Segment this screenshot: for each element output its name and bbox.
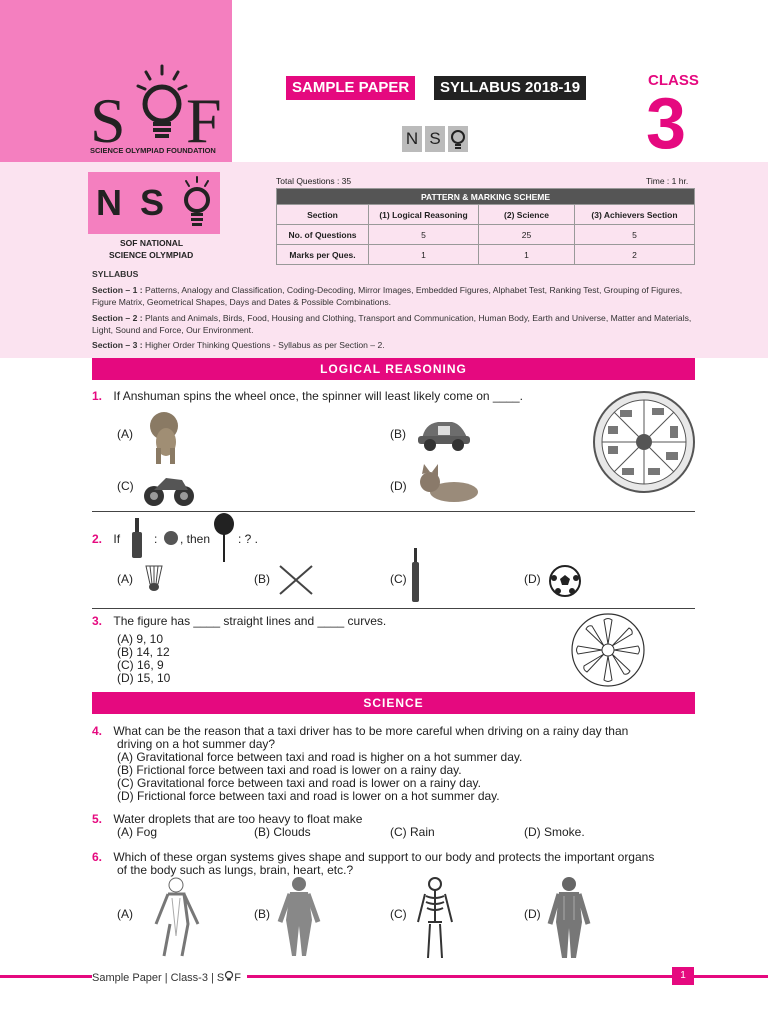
toy-car-icon xyxy=(416,412,472,452)
option-a: (A) xyxy=(117,427,133,441)
syllabus-label: Section – 1 : xyxy=(92,285,143,295)
table-cell: 5 xyxy=(369,225,479,245)
skeleton-icon xyxy=(412,876,458,960)
lion-icon xyxy=(142,408,188,464)
syllabus-section-3 xyxy=(92,339,695,351)
table-cell: 5 xyxy=(575,225,695,245)
q2-then: , then xyxy=(180,532,211,546)
option-c: (C) xyxy=(390,907,407,921)
sample-paper-title: SAMPLE PAPER xyxy=(286,76,415,100)
syllabus-label: Section – 3 : xyxy=(92,340,143,350)
nso-logo-letter-s: S xyxy=(140,182,165,223)
question-text: The figure has ____ straight lines and ____ curves. xyxy=(113,614,387,628)
crossed-sticks-icon xyxy=(278,564,314,596)
option-a: (A) Gravitational force between taxi and road is higher on a hot summer day. xyxy=(117,750,523,764)
table-header: (1) Logical Reasoning xyxy=(369,205,479,225)
question-number: 1. xyxy=(92,389,103,403)
question-text: What can be the reason that a taxi driver has to be more careful when driving on a rainy day than xyxy=(113,724,629,738)
question-number: 6. xyxy=(92,850,103,864)
page-number: 1 xyxy=(672,967,694,985)
footer-label-end: F xyxy=(234,972,242,984)
marking-scheme-table xyxy=(276,188,695,265)
muscular-body-icon xyxy=(276,876,322,958)
bulb-icon xyxy=(136,64,188,152)
footer-label: Sample Paper | Class-3 | S xyxy=(92,972,225,984)
table-header: (3) Achievers Section xyxy=(575,205,695,225)
syllabus-title: SYLLABUS 2018-19 xyxy=(434,76,586,100)
question-number: 4. xyxy=(92,724,103,738)
table-cell: 25 xyxy=(479,225,575,245)
nso-logo-letter-n: N xyxy=(96,182,122,223)
time-limit: Time : 1 hr. xyxy=(646,176,689,186)
question-number: 5. xyxy=(92,812,103,826)
q2-end: : ? . xyxy=(238,532,259,546)
total-questions: Total Questions : 35 xyxy=(276,176,352,186)
option-d: (D) Smoke. xyxy=(524,825,585,839)
option-d: (D) 15, 10 xyxy=(117,671,171,685)
syllabus-section-2 xyxy=(92,312,695,336)
sof-logo-letter-s: S xyxy=(90,85,126,156)
option-c: (C) xyxy=(390,572,407,586)
divider xyxy=(92,511,695,512)
syllabus-text: Higher Order Thinking Questions - Syllabus as per Section – 2. xyxy=(145,340,385,350)
class-label: CLASS xyxy=(648,72,699,89)
bulb-icon xyxy=(448,126,468,152)
table-title: PATTERN & MARKING SCHEME xyxy=(277,189,695,205)
option-a: (A) 9, 10 xyxy=(117,632,164,646)
sof-logo-letter-f: F xyxy=(186,85,222,156)
shuttlecock-icon xyxy=(142,564,166,592)
table-cell: No. of Questions xyxy=(277,225,369,245)
syllabus-section-1 xyxy=(92,284,695,308)
cat-icon xyxy=(416,464,482,506)
syllabus-heading: SYLLABUS xyxy=(92,269,139,279)
option-d: (D) xyxy=(524,572,541,586)
wheel-figure xyxy=(570,612,646,688)
question-4-cont: driving on a hot summer day? xyxy=(117,737,276,751)
question-text: If Anshuman spins the wheel once, the spinner will least likely come on ____. xyxy=(113,389,523,403)
option-b: (B) Clouds xyxy=(254,825,311,839)
option-b: (B) xyxy=(254,572,270,586)
cricket-bat-icon xyxy=(126,516,150,560)
footer-text xyxy=(92,970,247,984)
table-row xyxy=(277,245,695,265)
table-header: Section xyxy=(277,205,369,225)
option-c: (C) 16, 9 xyxy=(117,658,164,672)
muscle-system-icon xyxy=(546,876,592,960)
section-bar-logical: LOGICAL REASONING xyxy=(92,358,695,380)
table-cell: 1 xyxy=(479,245,575,265)
table-cell: 2 xyxy=(575,245,695,265)
football-icon xyxy=(548,564,582,598)
syllabus-text: Patterns, Analogy and Classification, Coding-Decoding, Mirror Images, Embedded Figures, Alphabet Test, Ranking Test, Grouping of Figures, Figure Matrix, Geometrical Shapes, Days and Dates & Possible Combinations. xyxy=(92,285,683,307)
bulb-icon xyxy=(180,176,214,232)
question-text: Which of these organ systems gives shape and support to our body and protects the important organs xyxy=(113,850,655,864)
racket-icon xyxy=(212,512,236,566)
syllabus-text: Plants and Animals, Birds, Food, Housing and Clothing, Transport and Communication, Human Body, Earth and Universe, Matter and Materials, Light, Sound and Force, Our Environment. xyxy=(92,313,692,335)
nso-tile-bulb xyxy=(448,126,468,152)
question-text: If xyxy=(113,532,121,546)
table-cell: 1 xyxy=(369,245,479,265)
bulb-icon xyxy=(224,970,234,982)
option-b: (B) 14, 12 xyxy=(117,645,170,659)
question-2 xyxy=(92,533,120,546)
table-cell: Marks per Ques. xyxy=(277,245,369,265)
option-b: (B) Frictional force between taxi and road is lower on a rainy day. xyxy=(117,763,462,777)
option-a: (A) xyxy=(117,907,133,921)
option-d: (D) xyxy=(524,907,541,921)
nso-tile-n: N xyxy=(402,126,422,152)
cricket-bat-icon xyxy=(410,548,422,604)
question-number: 3. xyxy=(92,614,103,628)
nso-caption-1: SOF NATIONAL xyxy=(120,238,184,248)
option-c: (C) Gravitational force between taxi and road is lower on a rainy day. xyxy=(117,776,481,790)
motorbike-icon xyxy=(142,468,196,508)
sof-caption: SCIENCE OLYMPIAD FOUNDATION xyxy=(90,146,216,155)
option-b: (B) xyxy=(390,427,406,441)
table-header: (2) Science xyxy=(479,205,575,225)
option-a: (A) xyxy=(117,572,133,586)
question-number: 2. xyxy=(92,532,103,546)
q2-colon: : xyxy=(154,532,158,546)
section-bar-science: SCIENCE xyxy=(92,692,695,714)
question-text: Water droplets that are too heavy to float make xyxy=(113,812,363,826)
option-b: (B) xyxy=(254,907,270,921)
class-number: 3 xyxy=(646,84,687,164)
option-d: (D) xyxy=(390,479,407,493)
ball-icon xyxy=(162,529,180,547)
table-row xyxy=(277,225,695,245)
nso-caption-2: SCIENCE OLYMPIAD xyxy=(109,250,194,260)
option-c: (C) Rain xyxy=(390,825,435,839)
option-c: (C) xyxy=(117,479,134,493)
divider xyxy=(92,608,695,609)
circulatory-system-icon xyxy=(146,876,206,958)
question-3 xyxy=(92,615,386,628)
syllabus-label: Section – 2 : xyxy=(92,313,143,323)
nso-tile-s: S xyxy=(425,126,445,152)
spinner-wheel xyxy=(592,388,696,496)
option-a: (A) Fog xyxy=(117,825,158,839)
question-6-cont: of the body such as lungs, brain, heart, etc.? xyxy=(117,863,354,877)
option-d: (D) Frictional force between taxi and road is lower on a hot summer day. xyxy=(117,789,500,803)
question-1 xyxy=(92,390,523,403)
